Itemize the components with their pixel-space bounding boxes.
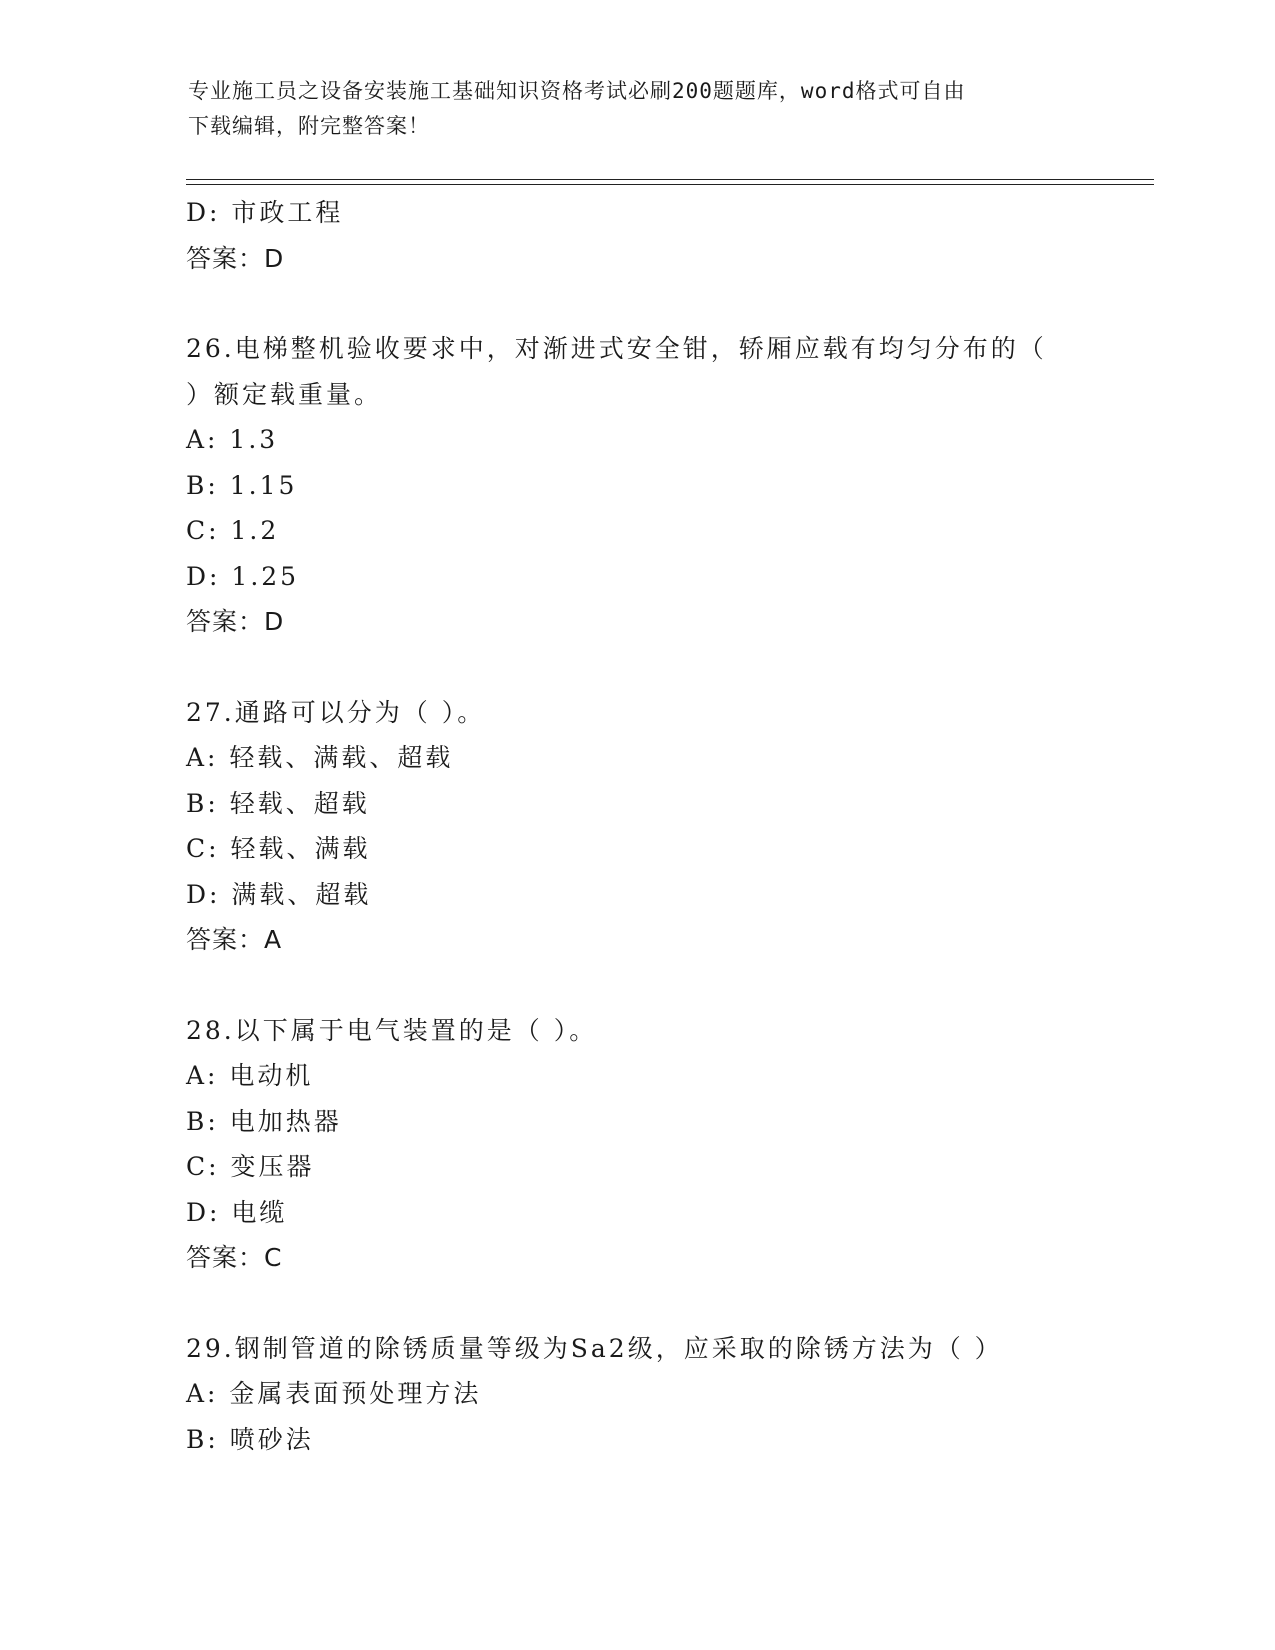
q25-answer: 答案：D	[186, 243, 285, 273]
q27-stem: 27.通路可以分为（ ）。	[186, 697, 486, 727]
q28-option-d: D: 电缆	[186, 1197, 288, 1227]
q26-option-a: A: 1.3	[186, 425, 279, 454]
header-rule-top	[186, 179, 1154, 180]
q28-answer: 答案：C	[186, 1243, 283, 1272]
q25-option-d: D: 市政工程	[186, 198, 344, 227]
document-header	[188, 74, 1068, 144]
q28-option-c: C: 变压器	[186, 1152, 315, 1181]
question-27	[186, 690, 1086, 963]
question-29	[186, 1326, 1086, 1463]
q27-option-d: D: 满载、超载	[186, 879, 372, 909]
q28-option-b: B: 电加热器	[186, 1106, 342, 1136]
question-28	[186, 1008, 1086, 1281]
q26-option-d: D: 1.25	[186, 561, 300, 591]
header-rule-bottom	[186, 184, 1154, 185]
q29-option-b: B: 喷砂法	[186, 1424, 314, 1454]
q27-option-b: B: 轻载、超载	[186, 788, 370, 818]
q27-option-c: C: 轻载、满载	[186, 834, 371, 863]
q26-answer: 答案：D	[186, 607, 285, 636]
q26-option-b: B: 1.15	[186, 470, 298, 500]
q28-option-a: A: 电动机	[186, 1061, 314, 1090]
q29-option-a: A: 金属表面预处理方法	[186, 1379, 482, 1408]
q26-option-c: C: 1.2	[186, 516, 280, 545]
q26-stem-line-1: 26.电梯整机验收要求中，对渐进式安全钳，轿厢应载有均匀分布的（	[186, 334, 1047, 363]
q29-stem: 29.钢制管道的除锈质量等级为Sa2级，应采取的除锈方法为（ ）	[186, 1333, 1003, 1363]
q27-answer: 答案：A	[186, 925, 283, 954]
question-list	[186, 190, 1086, 1462]
q28-stem: 28.以下属于电气装置的是（ ）。	[186, 1015, 598, 1045]
header-title-line-1: 专业施工员之设备安装施工基础知识资格考试必刷200题题库，word格式可自由	[188, 79, 966, 103]
q27-option-a: A: 轻载、满载、超载	[186, 743, 454, 772]
question-25	[186, 190, 1086, 281]
q26-stem-line-2: ）额定载重量。	[186, 379, 383, 409]
header-title-line-2: 下载编辑，附完整答案！	[188, 114, 430, 138]
question-26	[186, 326, 1086, 645]
